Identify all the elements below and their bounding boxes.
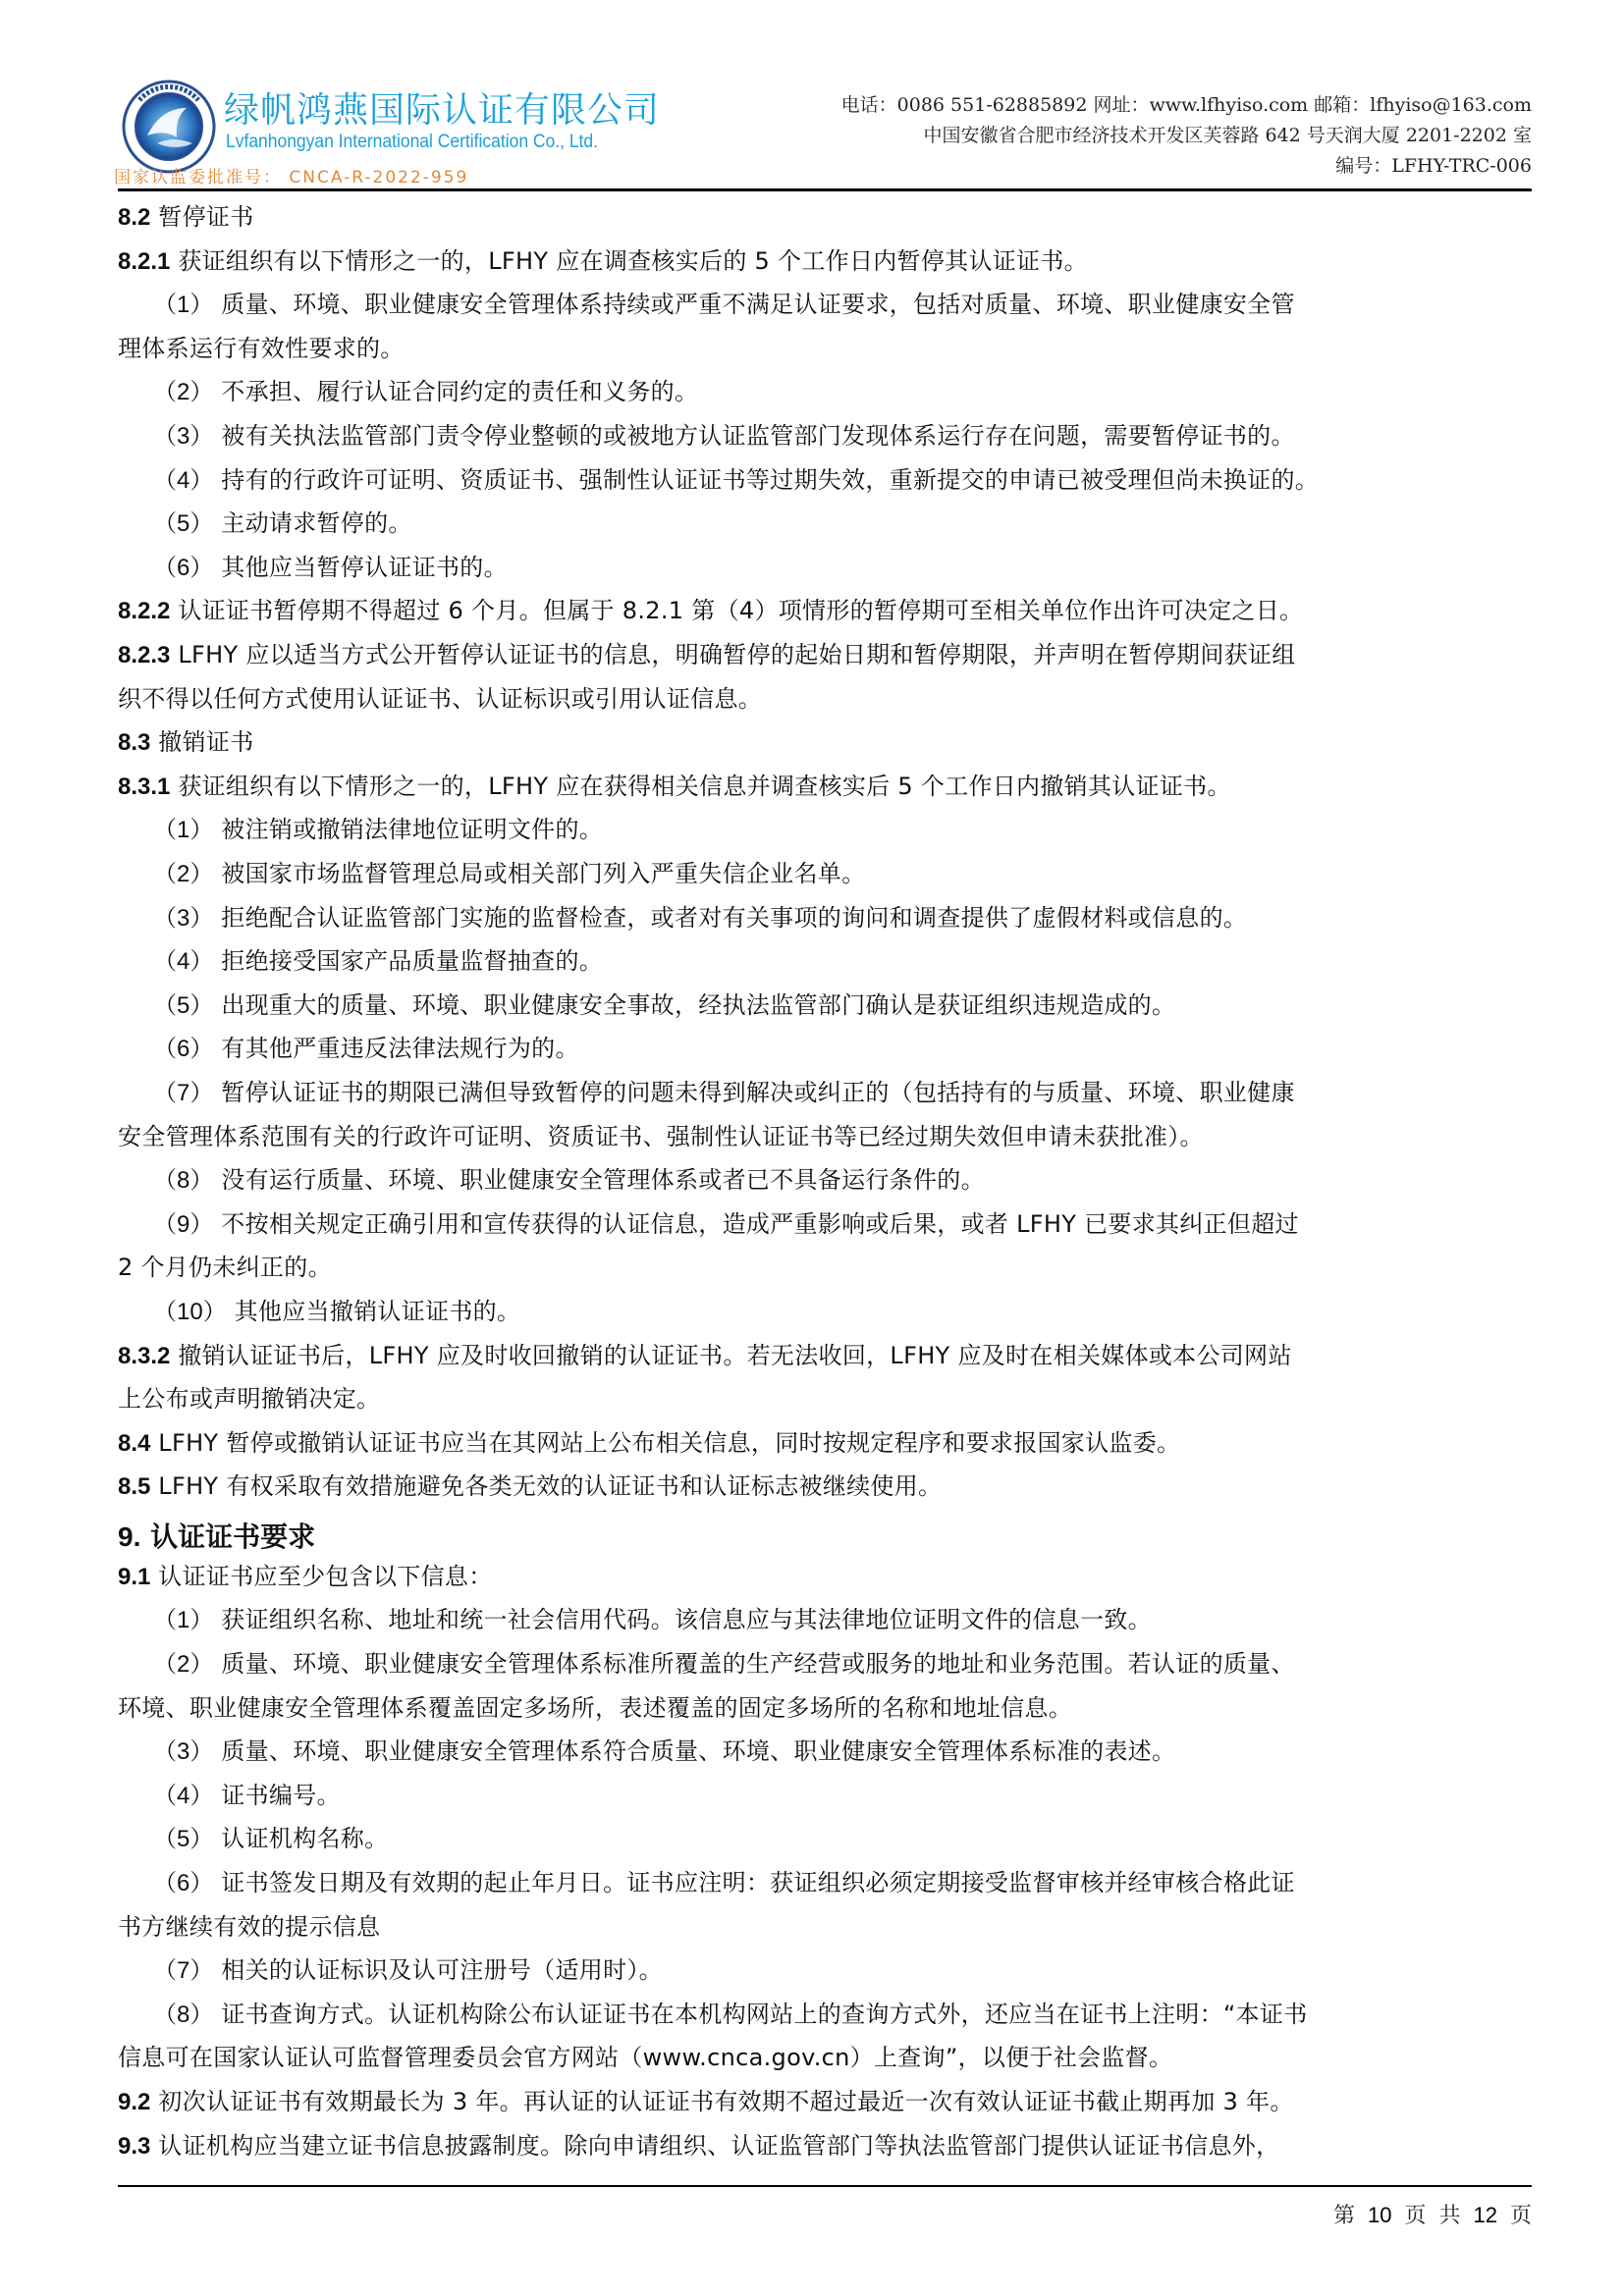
- clause-text: 被注销或撤销法律地位证明文件的。: [213, 816, 604, 844]
- list-item: [153, 901, 1532, 935]
- clause-text: 认证机构应当建立证书信息披露制度。除向申请组织、认证监管部门等执法监管部门提供认证证书信息外，: [150, 2131, 1280, 2160]
- clause-number: （1）: [153, 1607, 214, 1634]
- clause-text: 相关的认证标识及认可注册号（适用时）。: [213, 1956, 663, 1985]
- clause-text: 安全管理体系范围有关的行政许可证明、资质证书、强制性认证证书等已经过期失效但申请未获批准）。: [118, 1122, 1204, 1150]
- company-name-cn: 绿帆鸿燕国际认证有限公司: [224, 90, 661, 131]
- continuation-line: [118, 332, 1532, 365]
- list-item: [153, 1779, 1532, 1813]
- section-title: 认证证书要求: [140, 1520, 316, 1553]
- clause-number: （6）: [153, 554, 214, 581]
- clause-number: 8.2.3: [118, 642, 171, 668]
- clause-number: （1）: [153, 817, 214, 844]
- page-number: [1333, 2199, 1532, 2229]
- clause-text: 主动请求暂停的。: [213, 509, 412, 538]
- clause-number: 8.5: [118, 1473, 151, 1501]
- continuation-line: [118, 682, 1532, 716]
- clause-text: 被有关执法监管部门责令停业整顿的或被地方认证监管部门发现体系运行存在问题，需要暂停证书的。: [213, 422, 1295, 450]
- clause-text: 被国家市场监督管理总局或相关部门列入严重失信企业名单。: [213, 860, 866, 887]
- list-item: [153, 1647, 1532, 1682]
- clause-number: 9.3: [118, 2132, 151, 2160]
- clause-text: 上公布或声明撤销决定。: [118, 1385, 381, 1414]
- clause-text: 质量、环境、职业健康安全管理体系持续或严重不满足认证要求，包括对质量、环境、职业健康安全管: [213, 291, 1295, 319]
- clause-line: [118, 1469, 1532, 1504]
- clause-text: 质量、环境、职业健康安全管理体系标准所覆盖的生产经营或服务的地址和业务范围。若认证的质量、: [213, 1650, 1295, 1679]
- clause-text: 初次认证证书有效期最长为 3 年。再认证的认证证书有效期不超过最近一次有效认证证书截止期再加 3 年。: [150, 2088, 1294, 2116]
- clause-text: 拒绝接受国家产品质量监督抽查的。: [213, 947, 604, 976]
- clause-number: （5）: [153, 510, 214, 538]
- list-item: [153, 1735, 1532, 1769]
- clause-text: 认证机构名称。: [213, 1825, 389, 1853]
- clause-number: 8.3.1: [118, 773, 171, 800]
- continuation-line: [118, 2041, 1532, 2074]
- clause-number: （4）: [153, 948, 214, 976]
- clause-text: LFHY 暂停或撤销认证证书应当在其网站上公布相关信息，同时按规定程序和要求报国家认监委。: [150, 1428, 1181, 1457]
- list-item: [153, 944, 1532, 979]
- list-item: [153, 1953, 1532, 1988]
- clause-number: （5）: [153, 1826, 214, 1853]
- contact-block: [841, 90, 1532, 182]
- clause-number: 8.2: [118, 204, 151, 231]
- clause-number: 8.3.2: [118, 1342, 171, 1369]
- clause-line: [118, 200, 1532, 235]
- clause-number: （3）: [153, 904, 214, 932]
- clause-number: 9.1: [118, 1563, 151, 1590]
- continuation-line: [118, 1382, 1532, 1415]
- header-divider: [118, 188, 1532, 191]
- clause-number: （6）: [153, 1870, 214, 1897]
- list-item: [153, 419, 1532, 454]
- clause-text: 环境、职业健康安全管理体系覆盖固定多场所，表述覆盖的固定多场所的名称和地址信息。: [118, 1693, 1072, 1722]
- list-item: [153, 988, 1532, 1023]
- clause-text: 暂停证书: [150, 203, 254, 231]
- clause-number: 8.4: [118, 1429, 151, 1457]
- clause-text: 信息可在国家认证认可监督管理委员会官方网站（www.cnca.gov.cn）上查询”，以便于社会监督。: [118, 2044, 1173, 2072]
- list-item: [153, 1163, 1532, 1198]
- clause-number: 8.2.1: [118, 247, 171, 275]
- clause-number: （4）: [153, 1782, 214, 1809]
- total-pages: 12: [1473, 2203, 1497, 2227]
- clause-text: 撤销认证证书后，LFHY 应及时收回撤销的认证证书。若无法收回，LFHY 应及时在相关媒体或本公司网站: [170, 1341, 1292, 1369]
- clause-number: （4）: [153, 466, 214, 494]
- clause-number: （10）: [153, 1299, 227, 1325]
- clause-line: [118, 2085, 1532, 2119]
- clause-number: （1）: [153, 292, 214, 319]
- clause-text: 其他应当暂停认证证书的。: [213, 553, 508, 581]
- section-heading: [118, 1521, 1532, 1554]
- page-header: [114, 69, 1532, 188]
- clause-text: 不按相关规定正确引用和宣传获得的认证信息，造成严重影响或后果，或者 LFHY 已要求其纠正但超过: [213, 1209, 1299, 1238]
- clause-text: 书方继续有效的提示信息: [118, 1912, 381, 1941]
- current-page: 10: [1368, 2203, 1392, 2227]
- clause-number: （7）: [153, 1957, 214, 1985]
- document-number: 编号：LFHY-TRC-006: [1335, 155, 1532, 177]
- clause-text: 有其他严重违反法律法规行为的。: [213, 1035, 579, 1063]
- clause-number: 8.3: [118, 729, 151, 757]
- clause-line: [118, 594, 1532, 628]
- clause-line: [118, 244, 1532, 279]
- clause-text: 证书签发日期及有效期的起止年月日。证书应注明：获证组织必须定期接受监督审核并经审核合格此证: [213, 1869, 1295, 1897]
- list-item: [153, 1295, 1532, 1329]
- clause-number: （9）: [153, 1210, 214, 1238]
- clause-text: 撤销证书: [150, 728, 254, 757]
- clause-text: 证书编号。: [213, 1781, 341, 1809]
- clause-number: （8）: [153, 1167, 214, 1195]
- list-item: [153, 1998, 1532, 2032]
- clause-number: （7）: [153, 1080, 214, 1106]
- list-item: [153, 1866, 1532, 1900]
- list-item: [153, 1076, 1532, 1110]
- clause-line: [118, 1426, 1532, 1461]
- clause-text: 认证证书应至少包含以下信息：: [150, 1562, 493, 1590]
- list-item: [153, 1032, 1532, 1066]
- list-item: [153, 551, 1532, 585]
- clause-number: （3）: [153, 423, 214, 450]
- clause-text: 获证组织名称、地址和统一社会信用代码。该信息应与其法律地位证明文件的信息一致。: [213, 1606, 1152, 1634]
- clause-text: 获证组织有以下情形之一的，LFHY 应在调查核实后的 5 个工作日内暂停其认证证书。: [170, 246, 1088, 275]
- clause-text: 证书查询方式。认证机构除公布认证证书在本机构网站上的查询方式外，还应当在证书上注明：“本证书: [213, 2000, 1308, 2028]
- address-line: 中国安徽省合肥市经济技术开发区芙蓉路 642 号天润大厦 2201-2202 室: [923, 125, 1532, 146]
- clause-text: 2 个月仍未纠正的。: [118, 1254, 332, 1282]
- page-suffix: 页: [1509, 2204, 1532, 2228]
- clause-number: （3）: [153, 1738, 214, 1766]
- continuation-line: [118, 1120, 1532, 1153]
- clause-number: （2）: [153, 861, 214, 887]
- footer-divider: [118, 2185, 1532, 2187]
- continuation-line: [118, 1691, 1532, 1725]
- page-middle: 页 共: [1404, 2204, 1461, 2228]
- continuation-line: [118, 1251, 1532, 1284]
- clause-number: （2）: [153, 379, 214, 406]
- clause-text: 没有运行质量、环境、职业健康安全管理体系或者已不具备运行条件的。: [213, 1166, 985, 1195]
- approval-number: 国家认监委批准号： CNCA-R-2022-959: [114, 168, 469, 187]
- clause-line: [118, 1339, 1532, 1373]
- clause-number: （5）: [153, 991, 214, 1019]
- clause-number: 8.2.2: [118, 598, 171, 625]
- page-prefix: 第: [1333, 2204, 1356, 2228]
- list-item: [153, 1207, 1532, 1242]
- clause-text: 其他应当撤销认证证书的。: [226, 1298, 521, 1325]
- list-item: [153, 1603, 1532, 1637]
- clause-line: [118, 1560, 1532, 1594]
- clause-text: 不承担、履行认证合同约定的责任和义务的。: [213, 378, 699, 406]
- clause-line: [118, 770, 1532, 804]
- list-item: [153, 857, 1532, 891]
- list-item: [153, 463, 1532, 498]
- clause-text: 获证组织有以下情形之一的，LFHY 应在获得相关信息并调查核实后 5 个工作日内撤销其认证证书。: [170, 772, 1231, 800]
- clause-line: [118, 638, 1532, 672]
- clause-text: 持有的行政许可证明、资质证书、强制性认证证书等过期失效，重新提交的申请已被受理但尚未换证的。: [213, 465, 1320, 494]
- company-seal-icon: [118, 79, 224, 175]
- clause-text: LFHY 应以适当方式公开暂停认证证书的信息，明确暂停的起始日期和暂停期限，并声明在暂停期间获证组: [170, 641, 1296, 668]
- list-item: [153, 813, 1532, 847]
- clause-text: 认证证书暂停期不得超过 6 个月。但属于 8.2.1 第（4）项情形的暂停期可至相关单位作出许可决定之日。: [170, 597, 1304, 625]
- continuation-line: [118, 1910, 1532, 1944]
- clause-number: 9.2: [118, 2089, 151, 2116]
- clause-text: 暂停认证证书的期限已满但导致暂停的问题未得到解决或纠正的（包括持有的与质量、环境、职业健康: [213, 1079, 1295, 1106]
- clause-text: 出现重大的质量、环境、职业健康安全事故，经执法监管部门确认是获证组织违规造成的。: [213, 990, 1176, 1019]
- clause-text: 质量、环境、职业健康安全管理体系符合质量、环境、职业健康安全管理体系标准的表述。: [213, 1737, 1176, 1766]
- clause-number: （8）: [153, 2001, 214, 2028]
- list-item: [153, 375, 1532, 409]
- section-number: 9.: [118, 1521, 141, 1552]
- clause-number: （6）: [153, 1036, 214, 1063]
- list-item: [153, 1822, 1532, 1856]
- clause-text: LFHY 有权采取有效措施避免各类无效的认证证书和认证标志被继续使用。: [150, 1472, 943, 1501]
- list-item: [153, 288, 1532, 322]
- clause-number: （2）: [153, 1651, 214, 1679]
- company-name-en: Lvfanhongyan International Certification Co., Ltd.: [226, 132, 598, 152]
- clause-text: 拒绝配合认证监管部门实施的监督检查，或者对有关事项的询问和调查提供了虚假材料或信息的。: [213, 903, 1248, 932]
- list-item: [153, 507, 1532, 541]
- contact-line: 电话：0086 551-62885892 网址：www.lfhyiso.com 邮箱：lfhyiso@163.com: [840, 94, 1532, 116]
- clause-text: 织不得以任何方式使用认证证书、认证标识或引用认证信息。: [118, 684, 763, 713]
- clause-line: [118, 725, 1532, 760]
- clause-text: 理体系运行有效性要求的。: [118, 334, 405, 362]
- clause-line: [118, 2129, 1532, 2163]
